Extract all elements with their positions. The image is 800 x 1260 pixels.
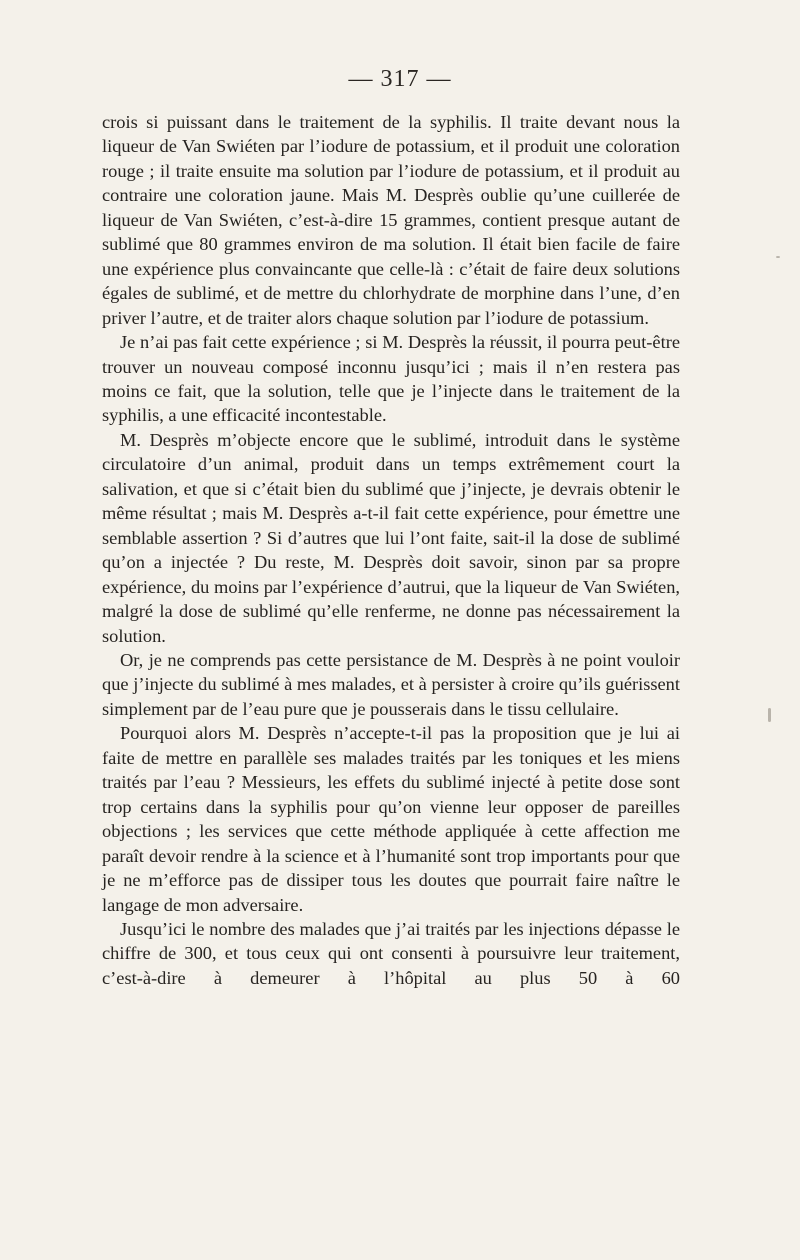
page-number: — 317 —	[348, 66, 452, 92]
paper-speck	[776, 256, 780, 258]
paper-speck	[768, 708, 771, 722]
paragraph-1: crois si puissant dans le traitement de la syphilis. Il traite devant nous la liqueur de Van Swiéten par l’iodure de potassium, et il produit une coloration rouge ; il traite ensuite ma solution par l’iodure de potassium, et il produit au contraire une coloration jaune. Mais M. Desprès oublie qu’une cuillerée de liqueur de Van Swiéten, c’est-à-dire 15 grammes, contient presque autant de sublimé que 80 grammes environ de ma solution. Il était bien facile de faire une expérience plus convaincante que celle-là : c’était de faire deux solutions égales de sublimé, et de mettre du chlorhydrate de morphine dans l’une, d’en priver l’autre, et de traiter alors chaque solution par l’iodure de potassium.	[102, 112, 680, 328]
paragraph-2: Je n’ai pas fait cette expérience ; si M. Desprès la réussit, il pourra peut-être trouver un nouveau composé inconnu jusqu’ici ; mais il n’en restera pas moins ce fait, que la solution, telle que je l’injecte dans le traitement de la syphilis, a une efficacité incontestable.	[102, 332, 680, 426]
paragraph-5: Pourquoi alors M. Desprès n’accepte-t-il pas la proposition que je lui ai faite de mettre en parallèle ses malades traités par les toniques et les miens traités par l’eau ? Messieurs, les effets du sublimé injecté à petite dose sont trop certains dans la syphilis pour qu’on vienne leur opposer de pareilles objections ; les services que cette méthode appliquée à cette affection me paraît devoir rendre à la science et à l’humanité sont trop importants pour que je ne m’efforce pas de dissiper tous les doutes que pourrait faire naître le langage de mon adversaire.	[102, 723, 680, 915]
paragraph-4: Or, je ne comprends pas cette persistance de M. Desprès à ne point vouloir que j’injecte du sublimé à mes malades, et à persister à croire qu’ils guérissent simplement par de l’eau pure que je pousserais dans le tissu cellulaire.	[102, 649, 680, 719]
body-text	[102, 110, 680, 990]
paragraph-6: Jusqu’ici le nombre des malades que j’ai traités par les injections dépasse le chiffre de 300, et tous ceux qui ont consenti à poursuivre leur traitement, c’est-à-dire à demeurer à l’hôpital au plus 50 à 60	[102, 918, 680, 988]
paragraph-3: M. Desprès m’objecte encore que le sublimé, introduit dans le système circulatoire d’un animal, produit dans un temps extrêmement court la salivation, et que si c’était bien du sublimé que j’injecte, je devrais obtenir le même résultat ; mais M. Desprès a-t-il fait cette expérience, pour émettre une semblable assertion ? Si d’autres que lui l’ont faite, sait-il la dose de sublimé qu’on a injectée ? Du reste, M. Desprès doit savoir, sinon par sa propre expérience, du moins par l’expérience d’autrui, que la liqueur de Van Swiéten, malgré la dose de sublimé qu’elle renferme, ne donne pas nécessairement la solution.	[102, 429, 680, 646]
